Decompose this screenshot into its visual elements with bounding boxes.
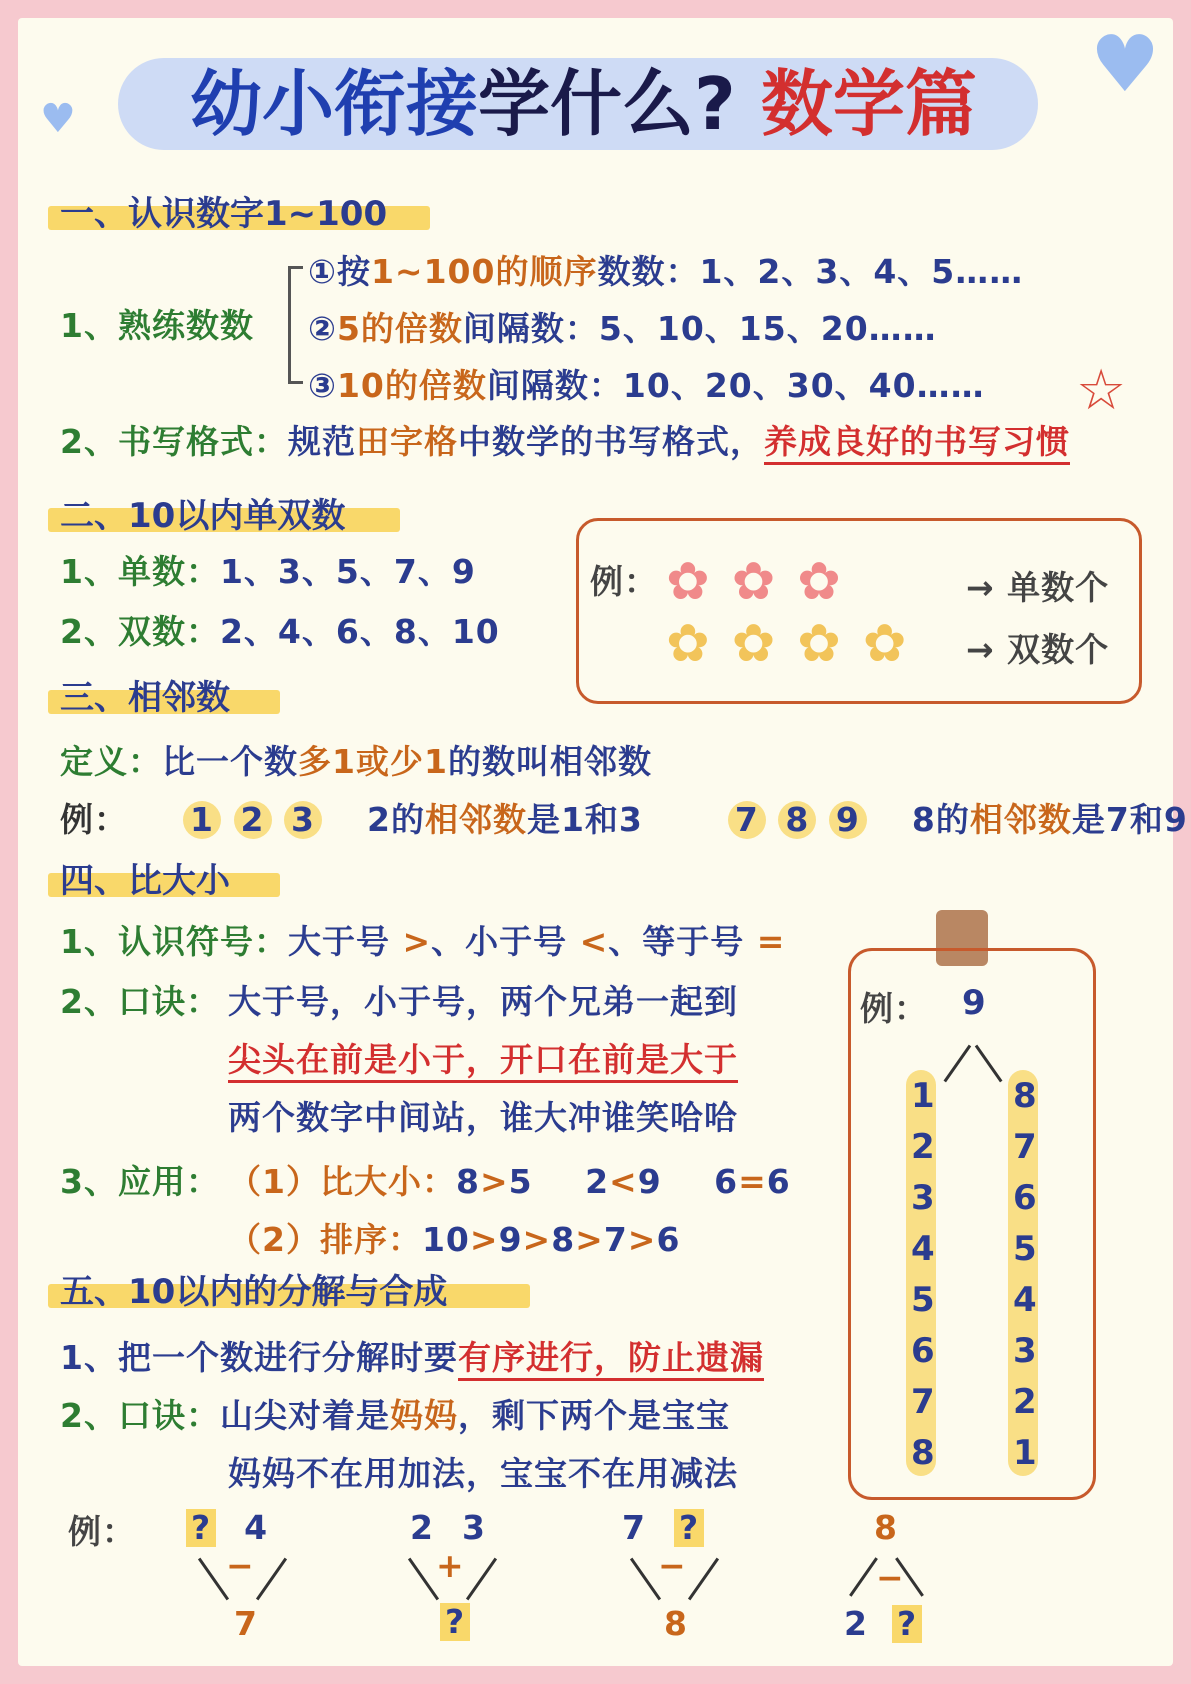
section2-heading: 二、10以内单双数 <box>60 496 346 536</box>
s5-ex2-op: + <box>436 1546 465 1585</box>
s1-item2: 2、书写格式：规范田字格中数学的书写格式，养成良好的书写习惯 <box>60 416 1070 463</box>
s1-bracket <box>288 266 303 384</box>
s5-ex2-line-r <box>466 1558 497 1601</box>
s2-odd-result: → 单数个 <box>966 568 1110 607</box>
decomp-left-number: 3 <box>911 1178 935 1218</box>
s5-ex2-bottom: ? <box>440 1602 470 1641</box>
decomp-card <box>848 948 1096 1500</box>
s5-ex1-op: − <box>226 1546 255 1585</box>
star-icon: ☆ <box>1076 358 1127 423</box>
s4-app-label: 3、应用： <box>60 1162 220 1201</box>
decomp-left-number: 6 <box>911 1331 935 1371</box>
even-flowers: ✿✿✿✿ <box>666 614 929 674</box>
decomp-right-number: 4 <box>1013 1280 1037 1320</box>
decomp-right-number: 8 <box>1013 1076 1037 1116</box>
section5-heading: 五、10以内的分解与合成 <box>60 1272 448 1312</box>
s5-ex4-bottom: 2 ? <box>844 1604 922 1643</box>
section3-heading: 三、相邻数 <box>60 678 230 718</box>
decomp-left-number: 5 <box>911 1280 935 1320</box>
s4-rhyme-label: 2、口诀： <box>60 982 220 1021</box>
s4-rhyme1: 大于号，小于号，两个兄弟一起到 <box>228 982 738 1021</box>
title-part1: 幼小衔接 <box>190 62 479 146</box>
s5-rhyme2: 妈妈不在用加法，宝宝不在用减法 <box>228 1454 738 1493</box>
decomp-right-number: 5 <box>1013 1229 1037 1269</box>
s5-rhyme1: 2、口诀：山尖对着是妈妈，剩下两个是宝宝 <box>60 1396 730 1435</box>
decomp-right-number: 2 <box>1013 1382 1037 1422</box>
paper <box>18 18 1188 1666</box>
s3-definition: 定义：比一个数多1或少1的数叫相邻数 <box>60 742 652 781</box>
decomp-right-number: 6 <box>1013 1178 1037 1218</box>
s5-item1: 1、把一个数进行分解时要有序进行，防止遗漏 <box>60 1332 764 1379</box>
s4-rhyme2: 尖头在前是小于，开口在前是大于 <box>228 1034 738 1081</box>
decomp-left-number: 2 <box>911 1127 935 1167</box>
s5-ex3-bottom: 8 <box>664 1604 688 1643</box>
s5-ex4-top: 8 <box>874 1508 898 1547</box>
decomp-right-number: 3 <box>1013 1331 1037 1371</box>
s5-ex-label: 例： <box>68 1512 136 1551</box>
s1-item1-label: 1、熟练数数 <box>60 306 254 345</box>
s2-even: 2、双数：2、4、6、8、10 <box>60 612 500 651</box>
s3-example: 例： 1 2 3 2的相邻数是1和3 7 8 9 8的相邻数是7和9 <box>60 800 1188 839</box>
decomp-left-number: 1 <box>911 1076 935 1116</box>
decomp-left-number: 8 <box>911 1433 935 1473</box>
s5-ex3-top: 7 ? <box>622 1508 704 1547</box>
decomp-right-number: 7 <box>1013 1127 1037 1167</box>
s1-sub3: ③10的倍数间隔数：10、20、30、40…… <box>308 366 985 405</box>
title-part3: 数学篇 <box>760 62 977 146</box>
heart-icon: ♥ <box>40 96 76 142</box>
s5-ex4-line-l <box>849 1557 878 1596</box>
odd-flowers: ✿✿✿ <box>666 552 863 612</box>
s5-ex3-op: − <box>658 1546 687 1585</box>
decomp-example-label: 例： <box>860 989 928 1028</box>
s2-example-label: 例： <box>590 562 658 601</box>
s5-ex2-top: 2 3 <box>410 1508 486 1547</box>
s5-ex1-line-l <box>198 1558 229 1601</box>
s5-ex1-line-r <box>256 1558 287 1601</box>
decomp-top: 9 <box>962 983 986 1023</box>
s2-odd: 1、单数：1、3、5、7、9 <box>60 552 476 591</box>
s5-ex2-line-l <box>408 1558 439 1601</box>
s4-symbols: 1、认识符号：大于号 >、小于号 <、等于号 = <box>60 922 786 961</box>
s4-app1: （1）比大小：8>5 2<9 6=6 <box>228 1162 791 1201</box>
s4-app2: （2）排序：10>9>8>7>6 <box>228 1220 681 1259</box>
s5-ex3-line-r <box>688 1558 719 1601</box>
s5-ex1-top: ? 4 <box>186 1508 268 1547</box>
decomp-right-number: 1 <box>1013 1433 1037 1473</box>
title-part2: 学什么? <box>478 62 736 146</box>
decomp-left-number: 7 <box>911 1382 935 1422</box>
s5-ex4-op: − <box>876 1558 905 1597</box>
s5-ex3-line-l <box>630 1558 661 1601</box>
decomp-left-number: 4 <box>911 1229 935 1269</box>
s4-rhyme3: 两个数字中间站，谁大冲谁笑哈哈 <box>228 1098 738 1137</box>
heart-icon-large: ♥ <box>1090 20 1160 110</box>
s1-sub1: ①按1~100的顺序数数：1、2、3、4、5…… <box>308 252 1024 291</box>
page-title <box>190 58 977 150</box>
section4-heading: 四、比大小 <box>60 861 230 901</box>
s2-even-result: → 双数个 <box>966 630 1110 669</box>
s5-ex1-bottom: 7 <box>234 1604 258 1643</box>
section1-heading: 一、认识数字1~100 <box>60 194 388 234</box>
s1-sub2: ②5的倍数间隔数：5、10、15、20…… <box>308 309 937 348</box>
